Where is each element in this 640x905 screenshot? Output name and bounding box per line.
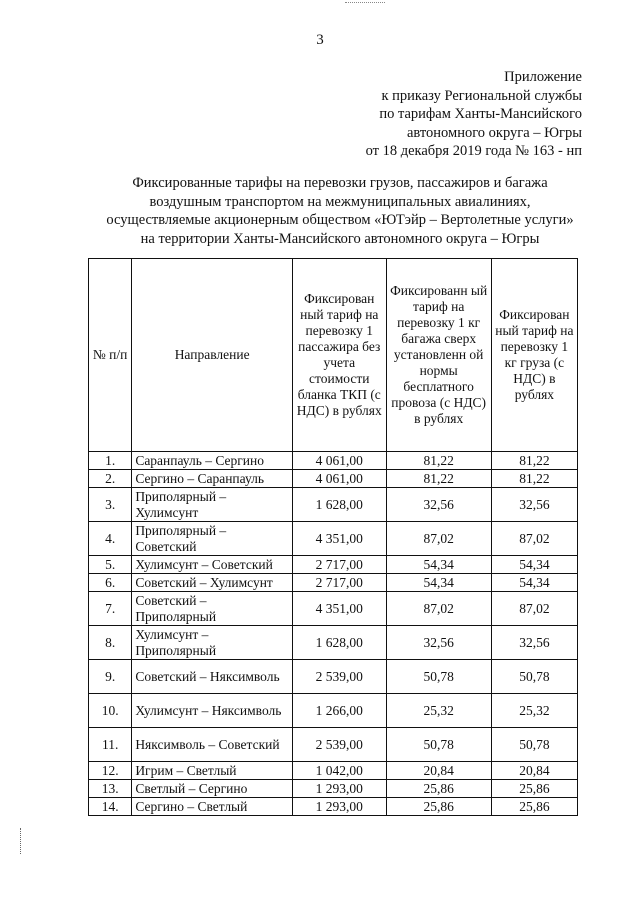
passenger-tariff-cell: 1 293,00	[292, 798, 386, 816]
direction-cell: Хулимсунт – Няксимволь	[132, 694, 293, 728]
table-body	[89, 452, 578, 816]
cargo-tariff-cell: 54,34	[491, 556, 577, 574]
row-number-cell: 13.	[89, 780, 132, 798]
table-row	[89, 798, 578, 816]
cargo-tariff-cell: 54,34	[491, 574, 577, 592]
cargo-tariff-cell: 25,86	[491, 798, 577, 816]
row-number-cell: 6.	[89, 574, 132, 592]
row-number-cell: 14.	[89, 798, 132, 816]
passenger-tariff-cell: 2 717,00	[292, 574, 386, 592]
appendix-line: Приложение	[504, 69, 582, 85]
row-number-cell: 10.	[89, 694, 132, 728]
table-row	[89, 522, 578, 556]
baggage-tariff-cell: 87,02	[386, 592, 491, 626]
direction-cell: Советский – Няксимволь	[132, 660, 293, 694]
table-row	[89, 728, 578, 762]
baggage-tariff-cell: 32,56	[386, 626, 491, 660]
direction-cell: Советский – Приполярный	[132, 592, 293, 626]
cargo-tariff-cell: 25,32	[491, 694, 577, 728]
row-number-cell: 7.	[89, 592, 132, 626]
direction-cell: Светлый – Сергино	[132, 780, 293, 798]
direction-cell: Приполярный – Советский	[132, 522, 293, 556]
baggage-tariff-cell: 50,78	[386, 728, 491, 762]
table-row	[89, 592, 578, 626]
baggage-tariff-cell: 87,02	[386, 522, 491, 556]
row-number-cell: 1.	[89, 452, 132, 470]
appendix-line: по тарифам Ханты-Мансийского	[379, 106, 582, 122]
appendix-block	[252, 68, 582, 161]
baggage-tariff-cell: 25,86	[386, 798, 491, 816]
table-row	[89, 488, 578, 522]
tariff-table	[88, 258, 578, 816]
cargo-tariff-cell: 50,78	[491, 660, 577, 694]
baggage-tariff-cell: 54,34	[386, 556, 491, 574]
direction-cell: Советский – Хулимсунт	[132, 574, 293, 592]
table-row	[89, 660, 578, 694]
title-line: воздушным транспортом на межмуниципальных авиалиниях,	[149, 193, 531, 210]
direction-cell: Няксимволь – Советский	[132, 728, 293, 762]
table-row	[89, 626, 578, 660]
passenger-tariff-cell: 2 717,00	[292, 556, 386, 574]
baggage-tariff-cell: 54,34	[386, 574, 491, 592]
baggage-tariff-cell: 50,78	[386, 660, 491, 694]
row-number-cell: 12.	[89, 762, 132, 780]
cargo-tariff-cell: 25,86	[491, 780, 577, 798]
table-row	[89, 762, 578, 780]
cargo-tariff-cell: 32,56	[491, 626, 577, 660]
row-number-cell: 3.	[89, 488, 132, 522]
table-row	[89, 556, 578, 574]
passenger-tariff-cell: 2 539,00	[292, 728, 386, 762]
table-row	[89, 452, 578, 470]
passenger-tariff-cell: 1 266,00	[292, 694, 386, 728]
header-passenger-tariff: Фиксирован ный тариф на перевозку 1 пассажира без учета стоимости бланка ТКП (с НДС) в рублях	[292, 259, 386, 452]
header-direction: Направление	[132, 259, 293, 452]
passenger-tariff-cell: 4 351,00	[292, 522, 386, 556]
row-number-cell: 9.	[89, 660, 132, 694]
direction-cell: Игрим – Светлый	[132, 762, 293, 780]
direction-cell: Сергино – Светлый	[132, 798, 293, 816]
passenger-tariff-cell: 4 351,00	[292, 592, 386, 626]
passenger-tariff-cell: 1 293,00	[292, 780, 386, 798]
row-number-cell: 5.	[89, 556, 132, 574]
passenger-tariff-cell: 1 628,00	[292, 626, 386, 660]
margin-scan-mark	[20, 828, 29, 854]
row-number-cell: 11.	[89, 728, 132, 762]
baggage-tariff-cell: 25,86	[386, 780, 491, 798]
baggage-tariff-cell: 20,84	[386, 762, 491, 780]
direction-cell: Приполярный – Хулимсунт	[132, 488, 293, 522]
cargo-tariff-cell: 50,78	[491, 728, 577, 762]
cargo-tariff-cell: 32,56	[491, 488, 577, 522]
direction-cell: Хулимсунт – Советский	[132, 556, 293, 574]
table-row	[89, 780, 578, 798]
row-number-cell: 4.	[89, 522, 132, 556]
direction-cell: Саранпауль – Сергино	[132, 452, 293, 470]
title-line: на территории Ханты-Мансийского автономного округа – Югры	[140, 230, 540, 247]
passenger-tariff-cell: 4 061,00	[292, 452, 386, 470]
document-title	[70, 174, 610, 248]
cargo-tariff-cell: 81,22	[491, 470, 577, 488]
baggage-tariff-cell: 81,22	[386, 452, 491, 470]
appendix-line: от 18 декабря 2019 года № 163 - нп	[365, 143, 582, 159]
baggage-tariff-cell: 25,32	[386, 694, 491, 728]
table-row	[89, 470, 578, 488]
cargo-tariff-cell: 87,02	[491, 522, 577, 556]
direction-cell: Хулимсунт – Приполярный	[132, 626, 293, 660]
header-num: № п/п	[89, 259, 132, 452]
passenger-tariff-cell: 1 628,00	[292, 488, 386, 522]
top-scan-mark	[345, 2, 385, 9]
title-line: Фиксированные тарифы на перевозки грузов, пассажиров и багажа	[132, 175, 548, 191]
row-number-cell: 2.	[89, 470, 132, 488]
cargo-tariff-cell: 81,22	[491, 452, 577, 470]
table-row	[89, 694, 578, 728]
cargo-tariff-cell: 20,84	[491, 762, 577, 780]
direction-cell: Сергино – Саранпауль	[132, 470, 293, 488]
passenger-tariff-cell: 2 539,00	[292, 660, 386, 694]
cargo-tariff-cell: 87,02	[491, 592, 577, 626]
passenger-tariff-cell: 1 042,00	[292, 762, 386, 780]
appendix-line: автономного округа – Югры	[406, 124, 582, 141]
row-number-cell: 8.	[89, 626, 132, 660]
table-row	[89, 574, 578, 592]
appendix-line: к приказу Региональной службы	[381, 87, 582, 104]
page-number: 3	[316, 32, 324, 48]
baggage-tariff-cell: 32,56	[386, 488, 491, 522]
header-baggage-tariff: Фиксированн ый тариф на перевозку 1 кг багажа сверх установленн ой нормы бесплатного провоза (с НДС) в рублях	[386, 259, 491, 452]
header-cargo-tariff: Фиксирован ный тариф на перевозку 1 кг груза (с НДС) в рублях	[491, 259, 577, 452]
title-line: осуществляемые акционерным обществом «ЮТэйр – Вертолетные услуги»	[106, 212, 574, 228]
table-header-row	[89, 259, 578, 452]
baggage-tariff-cell: 81,22	[386, 470, 491, 488]
passenger-tariff-cell: 4 061,00	[292, 470, 386, 488]
